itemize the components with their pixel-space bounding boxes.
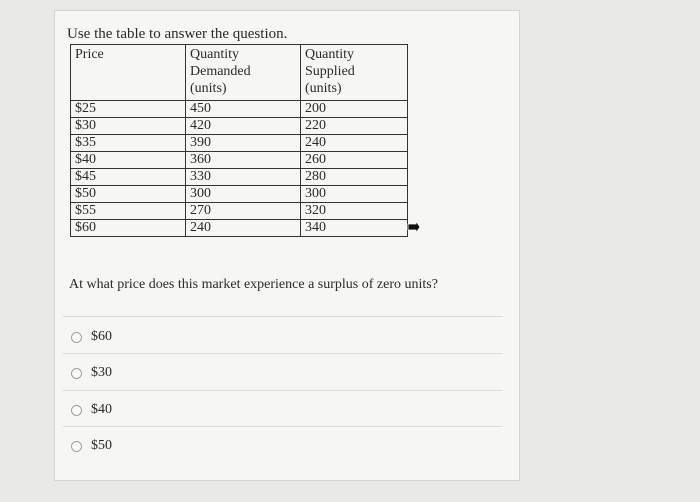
header-price [71, 45, 186, 101]
divider [63, 353, 503, 354]
table-row [71, 152, 408, 169]
supplied-cell: 320 [301, 203, 408, 220]
header-demanded-line: Demanded [190, 64, 251, 79]
supplied-cell: 200 [301, 101, 408, 118]
table-row [71, 118, 408, 135]
demanded-cell: 450 [186, 101, 301, 118]
answer-option[interactable] [71, 325, 501, 349]
price-cell: $45 [71, 169, 186, 186]
supplied-cell: 220 [301, 118, 408, 135]
question-card [54, 10, 520, 481]
question-text: At what price does this market experience a surplus of zero units? [69, 277, 438, 292]
table-header-row [71, 45, 408, 101]
table-row [71, 135, 408, 152]
supplied-cell: 340 [301, 220, 408, 237]
radio-unselected-icon[interactable] [71, 332, 82, 343]
price-cell: $60 [71, 220, 186, 237]
supplied-cell: 260 [301, 152, 408, 169]
answer-option[interactable] [71, 398, 501, 422]
divider [63, 426, 503, 427]
demanded-cell: 420 [186, 118, 301, 135]
answer-option-label: $40 [91, 402, 112, 417]
table-row [71, 203, 408, 220]
demanded-cell: 240 [186, 220, 301, 237]
header-demanded-line: Quantity [190, 47, 239, 62]
table-row [71, 101, 408, 118]
header-supplied-line: Supplied [305, 64, 355, 79]
instruction-text: Use the table to answer the question. [67, 26, 288, 42]
table-row [71, 186, 408, 203]
price-cell: $40 [71, 152, 186, 169]
supplied-cell: 300 [301, 186, 408, 203]
header-price-line: Price [75, 47, 104, 62]
header-supplied-line: Quantity [305, 47, 354, 62]
radio-unselected-icon[interactable] [71, 368, 82, 379]
divider [63, 316, 503, 317]
price-cell: $35 [71, 135, 186, 152]
answer-option-label: $30 [91, 365, 112, 380]
price-cell: $25 [71, 101, 186, 118]
answer-option[interactable] [71, 361, 501, 385]
price-cell: $55 [71, 203, 186, 220]
arrow-cursor-icon [407, 220, 421, 234]
table-row [71, 220, 408, 237]
price-cell: $30 [71, 118, 186, 135]
header-quantity-supplied [301, 45, 408, 101]
supply-demand-table [70, 44, 408, 237]
answer-option-label: $60 [91, 329, 112, 344]
header-quantity-demanded [186, 45, 301, 101]
answer-option[interactable] [71, 434, 501, 458]
demanded-cell: 300 [186, 186, 301, 203]
radio-unselected-icon[interactable] [71, 441, 82, 452]
header-supplied-line: (units) [305, 81, 342, 96]
radio-unselected-icon[interactable] [71, 405, 82, 416]
price-cell: $50 [71, 186, 186, 203]
divider [63, 390, 503, 391]
demanded-cell: 360 [186, 152, 301, 169]
demanded-cell: 330 [186, 169, 301, 186]
demanded-cell: 270 [186, 203, 301, 220]
header-demanded-line: (units) [190, 81, 227, 96]
supplied-cell: 280 [301, 169, 408, 186]
table-row [71, 169, 408, 186]
demanded-cell: 390 [186, 135, 301, 152]
answer-option-label: $50 [91, 438, 112, 453]
supplied-cell: 240 [301, 135, 408, 152]
